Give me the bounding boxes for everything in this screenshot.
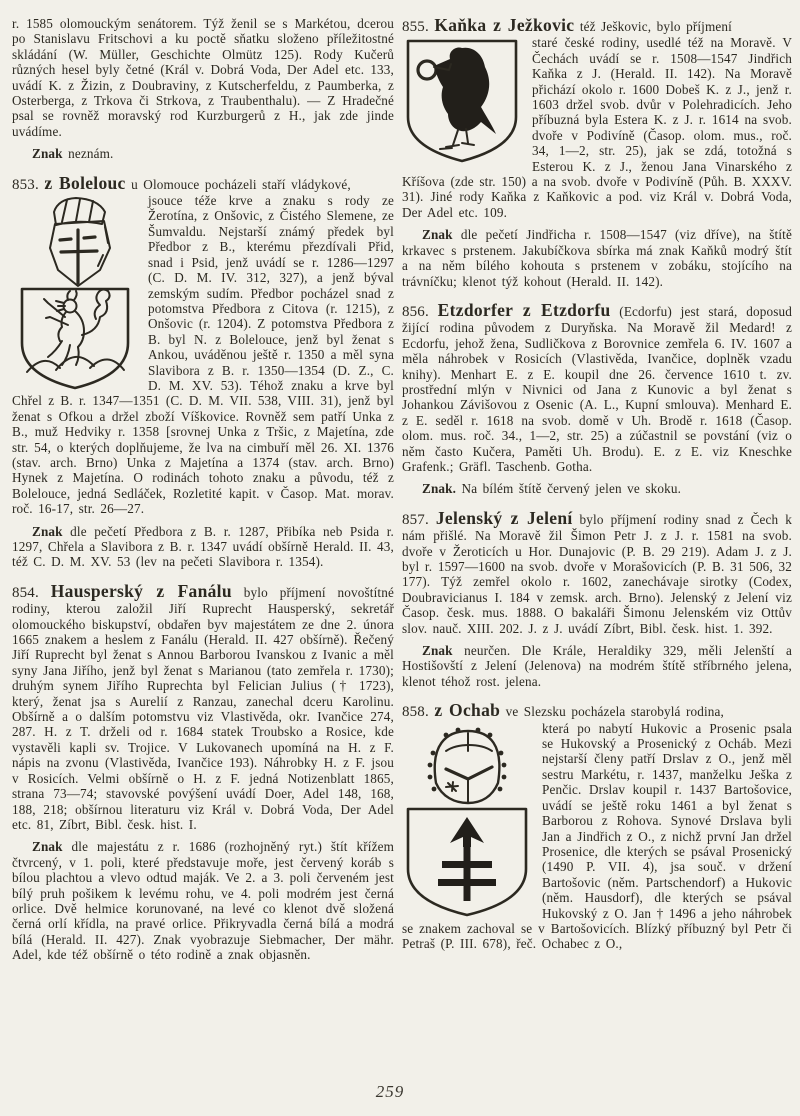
entry-znak-paragraph [402, 643, 792, 689]
entry-lead-text: u Olomouce pocházeli staří vládykové, [131, 176, 351, 192]
znak-label: Znak [32, 523, 63, 539]
entry-854-haded-hauspersky-z-fanalu [12, 580, 394, 963]
entry-number: 858. [402, 704, 429, 721]
visor-slit [446, 767, 492, 779]
entry-body [402, 299, 793, 474]
entry-number: 857. [402, 511, 429, 528]
ring-icon [418, 61, 436, 79]
znak-text: dle pečetí Jindřicha r. 1508—1547 (viz dříve), na štítě krkavec s prstenem. Jakubíčkova sbírka má znak Kaňků modrý štít a na něm bílého kohouta s prstenem v zobáku, stojícího na trávníčku; klenot týž kohout (Herald. II. 142). [402, 227, 792, 289]
shield-outline [22, 289, 128, 388]
entry-number: 854. [12, 584, 39, 601]
entry-body [402, 721, 792, 952]
kanka-coat-of-arms-illustration [402, 37, 522, 165]
znak-text: neurčen. Dle Krále, Heraldiky 329, měli Jelenští a Hostišovští z Jelení (Jelenova) na modrém štítě stříbrného jelena, klenot téhož rost. jelena. [402, 643, 792, 689]
riveted-helm-icon [428, 727, 507, 802]
entry-853-z-bolelouc [12, 172, 394, 570]
lion-rampant-icon [44, 289, 110, 365]
entry-body-text: staré české rodiny, usedlé též na Moravě. V Čechách uvádí se r. 1508—1547 Jindřich Kaňka z J. (Herald. II. 142). Na Moravě přichází okolo r. 1600 Dobeš K. z J., jenž r. 1603 držel svob. dvůr v Polehradicích. Jeho příbuzná byla Estera K. z J. r. 1614 na svob. dvoře v Podivíně (Časop. olom. mus., roč. 34, 1—2, str. 25), jak se zdá, totožná s Esterou K. z J., ženou Jana Vinarského z Kříšova (zde str. 150) a na svob. dvoře v Podivíně (Půh. B. XXXV. 31). Jiné rody Kaňka z Kaňkovic a pod. viz Král v. Dobrá Voda, Der Adel etc. 109. [402, 35, 792, 220]
znak-text: dle majestátu z r. 1686 (rozhojněný ryt.) štít křížem čtvrcený, v 1. poli, které představuje moře, jest červený koráb s bílou plachtou a vlevo odtud maják. Ve 2. a 3. poli červeném jest bílý pruh pošikem k levému rohu, ve 4. poli modrém jest černá orlice. Dvě helmice korunované, na levé co klenot dvě složená černá orlí křídla, na pravé orlice. Přikryvadla černá bílá a modrá bílá (Herald. II. 427). Znak vyobrazuje Siebmacher, Der mähr. Adel, kde též obšírně o této rodině a znak objasněn. [12, 839, 394, 963]
page-number: 259 [375, 1082, 405, 1101]
entry-name: Kaňka z Ježkovic [434, 15, 575, 35]
entry-body [12, 580, 394, 833]
entry-heading [402, 15, 792, 35]
entry-znak-paragraph [12, 839, 394, 962]
znak-text: Na bílém štítě červený jelen ve skoku. [456, 481, 682, 497]
entry-znak-paragraph [402, 481, 792, 496]
entry-name: Hausperský z Fanálu [50, 580, 232, 601]
arrow-cross-crest-icon [402, 723, 532, 919]
znak-text: neznám. [62, 146, 114, 162]
entry-body-text: jsouce téže krve a znaku s rody ze Žerotína, z Onšovic, z Čistého Slemene, ze Šumvaldu. Nejstarší známý předek byl Předbor z B., kterému přezdívali Přid, snad i Psid, jenž uvádí se r. 1286—1297 (C. D. M. IV. 312, 327), a jenž býval zemským sudím. Předbor pocházel snad z potomstva Předbora z Citova (r. 1215), z Onšovic (r. 1204). Z potomstva Předbora z B. byl N. z Bolelouce, jenž byl ženat s Ankou, uváděnou ještě r. 1350 a měl syna Slavibora z B. r. 1350—1354 (D. Z., C. D. M. XV. 53). Téhož znaku a krve byl Chřel z B. r. 1347—1351 (C. D. M. VII. 538, VIII. 31), jenž byl ženat s Ofkou a držel zboží Víškovice. Rovněž sem patří Unka z B., muž Hedviky r. 1358 [srovnej Unka z Tršic, z Majetína, zde str. 54, o kterých doplňujeme, že lva na cimbuří měl 26. XI. 1376 (stav. arch. Brno) Unka z Majetína a 1374 (stav. arch. Brno) Hynek z Majetína. O rodinách tohoto znaku a původu, též z Bolelouce, jedná Sedláček, Rozletité kapit. v Časop. Mat. morav. roč. 16-17, str. 26—27. [12, 193, 394, 517]
entry-name: z Bolelouc [44, 172, 126, 193]
entry-857-jelensky-z-jeleni [402, 507, 793, 689]
entry-znak-paragraph [12, 524, 394, 570]
entry-znak-paragraph [402, 227, 792, 289]
znak-label: Znak [422, 643, 453, 659]
entry-body-text: která po nabytí Hukovic a Prosenic psala se Hukovský a Prosenický z Ocháb. Mezi nejstarší členy patří Drslav z O., jenž měl sestru Markétu, r. 1437, manželku Ješka z Penčic. Drslav koupil r. 1437 Bartošovice, uvádí se ještě roku 1461 a byl ženat s Barborou z Rohova. Synové Drslava byli Jan a Jindřich z O., z nichž první Jan držel Prosenice, dle kterých se psával Prosenický (1490 P. VII. 4), jsa souč. v držení Bartošovic (něm. Partschendorf) a Hukovic (něm. Hausdorf), dle kterých se psával Hukovský z O. Jan † 1496 a jeho náhrobek se znakem zachoval se v Bartošovicích. Blízký příbuzný byl Petr či Petraš (P. III. 678), řeč. Ochabec z O., [402, 720, 792, 952]
lion-rampant-crest-icon [12, 195, 138, 391]
znak-label: Znak [32, 839, 63, 855]
entry-body [402, 35, 792, 220]
znak-label: Znak. [422, 481, 457, 497]
great-helm-icon [50, 221, 110, 286]
entry-lead-text: ve Slezsku pocházela starobylá rodina, [505, 704, 725, 720]
entry-heading [12, 172, 394, 193]
entry-856-etzdorfer-z-etzdorfu [402, 299, 793, 497]
entry-name: Etzdorfer z Etzdorfu [437, 299, 611, 320]
znak-label: Znak [32, 146, 63, 162]
entry-number: 856. [402, 303, 429, 320]
raven-icon [434, 48, 496, 149]
entry-body-text: bylo příjmení novoštítné rodiny, kterou založil Jiří Ruprecht Hausperský, sekretář olomouckého biskupství, obdařen byv majestátem ze dne 2. února 1665 znakem a heslem z Fanálu (Herald. II. 427 obšírně). Řečený Jiří Ruprecht byl ženat s Annou Barborou Ivanskou z Ivanic a měl syny Jana Jiřího, jenž byl ženat s Marianou (tato zemřela r. 1730); druhým synem Jiřího Ruprechta byl Felician Julius († 1723), který, ženat jsa s Aurelií z Ranzau, zanechal dceru Karolinu. Obšírně a o dalším potomstvu viz Vlastivěda, okr. Ivančice 274, 287. H. z T. drželi od r. 1684 statek Troubsko a Rosice, kde vystavěli kapli sv. Trojice. V Lukovanech upomíná na H. z F. nápis na zvonu (Vlastivěda, Ivančice 193). Náhrobky H. z F. jsou v Rosicích. Velmi obšírně o H. z F. jedná Notizenblatt 1865, strana 73—74; stavovské povýšení uvádí Doer, Adel 148, 168, 188, 218; obšírnou literaturu viz Král v. Dobrá Voda, Der Adel etc. 81, Zíbrt, Bibl. česk. hist. I. [12, 584, 394, 832]
bolelouc-coat-of-arms-illustration [12, 195, 138, 391]
entry-lead-text: též Ješkovic, bylo příjmení [579, 19, 732, 34]
intro-znak-paragraph [12, 146, 394, 161]
znak-label: Znak [422, 227, 453, 243]
right-column [402, 16, 792, 963]
raven-with-ring-icon [402, 37, 522, 165]
cheek-cross [446, 782, 458, 791]
entry-number: 855. [402, 19, 429, 35]
entry-body-text: bylo příjmení rodiny snad z Čech k nám přišlé. Na Moravě žil Šimon Petr J. z J. r. 1581 na svob. dvoře v Žeroticích u Hor. Dunajovic (P. B. 29 219). Adam J. z J. byl r. 1597—1600 na svob. dvoře v Morašovicích (P. B. 31 506, 32 177). Týž zemřel okolo r. 1602, zanechávaje sirotky (Codex, Doubravicianus I. 184 v zemsk. arch. Brno). Jelenský z Jelení viz Časop. česk. mus. 1888. O bakaláři Šimonu Jelenském viz Ottův slov. nauč. XIII. 202. J. z J. uvádí Zíbrt, Bibl. česk. hist. 1. 392. [402, 511, 793, 636]
double-crossed-arrow-icon [438, 817, 496, 901]
entry-number: 853. [12, 176, 39, 193]
entry-body [402, 507, 793, 636]
intro-continuation [12, 16, 394, 162]
entry-855-kanka-z-jezkovic [402, 15, 792, 289]
entry-heading [402, 700, 792, 721]
entry-858-z-ochab [402, 700, 792, 952]
znak-text: dle pečetí Předbora z B. r. 1287, Přibíka neb Psida r. 1297, Chřela a Slavibora z B. r. 1347 uvádí obšírně Herald. II. 43, též C. D. M. XV. 53 (lev na pečeti Slavibora r. 1354). [12, 523, 394, 570]
entry-body [12, 193, 394, 517]
ochab-coat-of-arms-illustration [402, 723, 532, 919]
text-columns [12, 16, 792, 963]
left-column [12, 16, 394, 963]
entry-body-text: (Ecdorfu) jest stará, doposud žijící rodina původem z Duryňska. Na Moravě žil Medard! z Ecdorfu, jehož žena, Sudličkova z Borovnice zemřela 6. IV. 1607 a měla náhrobek v Rosicích (Vlastivěda, Ivančice, doplněk vzadu knihy). Menhart E. z E. koupil dne 26. července 1610 t. zv. prostřední mlýn v Nivnici od Jana z Kunovic a byl ženat s Johankou Závišovou z Osenic (A. L., Kupní smlouva). Menhard E. z E. seděl r. 1618 na svob. domě v Uh. Brodě r. 1618 (Časop. olom. mus. roč. 34., 1—2, str. 25) a zúčastnil se povstání (viz o něm často Kučera, Paměti Uh. Brodu). E. z E. viz Kneschke Grafenk.; Gräfl. Taschenb. Gotha. [402, 303, 793, 474]
entry-name: z Ochab [434, 700, 501, 721]
intro-paragraph: r. 1585 olomouckým senátorem. Týž ženil se s Markétou, dcerou po Stanislavu Fritschovi a ku poctě sňatku složeno příležitostné skládání (W. Müller, Geschichte Olmütz 125). Rody Kučerů různých hesel byly četné (Král v. Dobrá Voda, Der Adel etc. 133, uvádí K. z Žizin, z Doubraviny, z Kutscherfeldu, z Paumberka, z Osterberga, z Trkova či Strkova, z Traubenthalu). — Z Hradečné psal se rovněž moravský rod Kurzburgerů z H., jak zde jinde uvádíme. [12, 16, 394, 139]
entry-name: Jelenský z Jelení [435, 507, 573, 528]
